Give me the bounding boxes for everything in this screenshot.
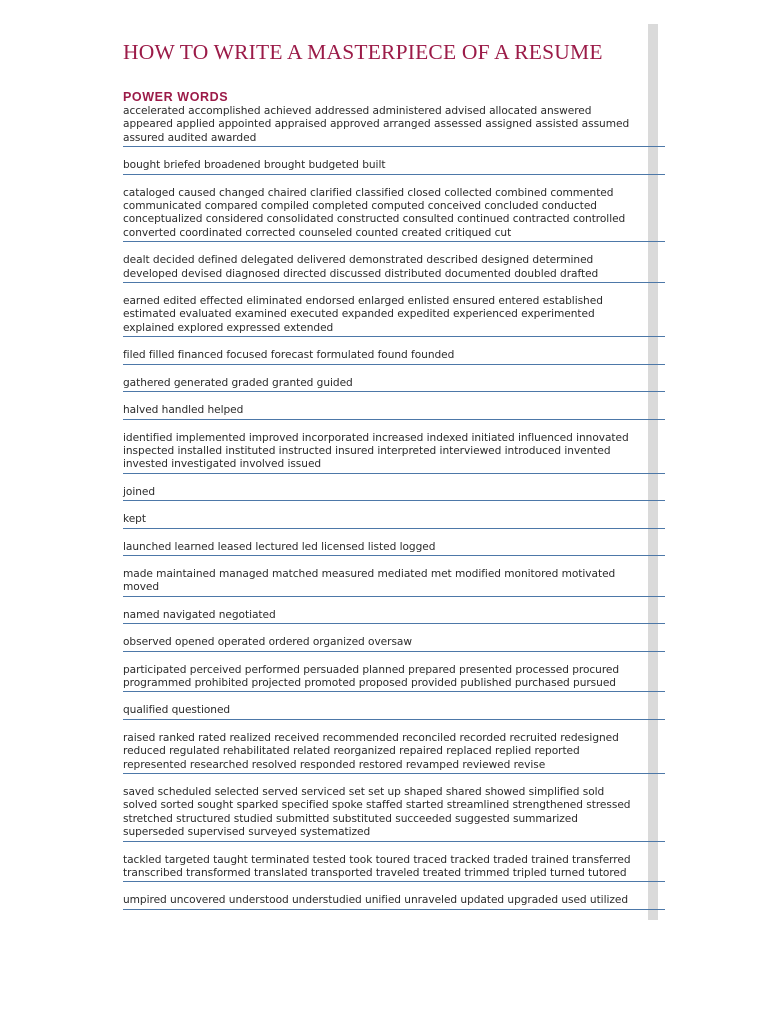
power-words-line: participated perceived performed persuaded planned prepared presented processed procured	[123, 663, 620, 676]
power-words-line: invested investigated involved issued	[123, 458, 322, 471]
power-words-line: assured audited awarded	[123, 131, 257, 144]
power-words-line: stretched structured studied submitted substituted succeeded suggested summarized	[123, 812, 578, 825]
power-words-group	[123, 377, 665, 392]
power-words-line: tackled targeted taught terminated tested took toured traced tracked traded trained transferred	[123, 853, 631, 866]
power-words-line: conceptualized considered consolidated constructed consulted continued contracted controlled	[123, 213, 626, 226]
power-words-line: represented researched resolved responded restored revamped reviewed revise	[123, 758, 546, 771]
power-words-group	[123, 609, 665, 624]
power-words-line: halved handled helped	[123, 404, 244, 417]
power-words-group	[123, 894, 665, 909]
power-words-line: transcribed transformed translated transported traveled treated trimmed tripled turned tutored	[123, 867, 627, 880]
power-words-group	[123, 105, 665, 147]
power-words-group	[123, 486, 665, 501]
power-words-line: moved	[123, 581, 160, 594]
power-words-line: reduced regulated rehabilitated related reorganized repaired replaced replied reported	[123, 745, 580, 758]
power-words-group	[123, 786, 665, 842]
power-words-line: explained explored expressed extended	[123, 321, 334, 334]
power-words-group	[123, 254, 665, 283]
power-words-line: launched learned leased lectured led licensed listed logged	[123, 540, 436, 553]
power-words-line: qualified questioned	[123, 704, 231, 717]
power-words-line: dealt decided defined delegated delivered demonstrated described designed determined	[123, 254, 594, 267]
power-words-line: joined	[123, 485, 156, 498]
power-words-group	[123, 732, 665, 774]
power-words-group	[123, 404, 665, 419]
power-words-line: kept	[123, 513, 146, 526]
power-words-line: bought briefed broadened brought budgeted built	[123, 159, 386, 172]
section-heading: POWER WORDS	[123, 90, 229, 104]
power-words-line: solved sorted sought sparked specified spoke staffed started streamlined strengthened stressed	[123, 799, 631, 812]
power-words-line: raised ranked rated realized received recommended reconciled recorded recruited redesigned	[123, 731, 619, 744]
power-words-group	[123, 541, 665, 556]
power-words-line: appeared applied appointed appraised approved arranged assessed assigned assisted assumed	[123, 118, 630, 131]
power-words-line: accelerated accomplished achieved addressed administered advised allocated answered	[123, 105, 592, 117]
power-words-line: communicated compared compiled completed computed conceived concluded conducted	[123, 200, 597, 213]
power-words-line: cataloged caused changed chaired clarified classified closed collected combined commented	[123, 186, 614, 199]
power-words-line: named navigated negotiated	[123, 608, 276, 621]
power-words-group	[123, 349, 665, 364]
power-words-line: filed filled financed focused forecast formulated found founded	[123, 349, 455, 362]
power-words-group	[123, 295, 665, 337]
page-title: HOW TO WRITE A MASTERPIECE OF A RESUME	[123, 40, 603, 64]
power-words-line: gathered generated graded granted guided	[123, 376, 353, 389]
power-words-line: earned edited effected eliminated endorsed enlarged enlisted ensured entered established	[123, 295, 603, 308]
power-words-group	[123, 636, 665, 651]
power-words-group	[123, 568, 665, 597]
power-words-group	[123, 664, 665, 693]
power-words-line: inspected installed instituted instructed insured interpreted interviewed introduced invented	[123, 444, 611, 457]
power-words-line: saved scheduled selected served serviced set set up shaped shared showed simplified sold	[123, 786, 605, 798]
power-words-line: umpired uncovered understood understudied unified unraveled updated upgraded used utilized	[123, 894, 629, 907]
power-words-group	[123, 432, 665, 474]
power-words-line: converted coordinated corrected counseled counted created critiqued cut	[123, 226, 512, 239]
power-words-line: developed devised diagnosed directed discussed distributed documented doubled drafted	[123, 267, 599, 280]
power-words-group	[123, 159, 665, 174]
power-words-list	[123, 105, 665, 922]
power-words-group	[123, 704, 665, 719]
power-words-group	[123, 187, 665, 243]
power-words-line: identified implemented improved incorporated increased indexed initiated influenced innovated	[123, 431, 629, 444]
power-words-line: estimated evaluated examined executed expanded expedited experienced experimented	[123, 308, 595, 321]
power-words-group	[123, 513, 665, 528]
power-words-line: programmed prohibited projected promoted proposed provided published purchased pursued	[123, 676, 616, 689]
power-words-line: superseded supervised surveyed systematized	[123, 826, 371, 839]
power-words-line: made maintained managed matched measured mediated met modified monitored motivated	[123, 567, 616, 580]
power-words-line: observed opened operated ordered organized oversaw	[123, 636, 412, 649]
power-words-group	[123, 854, 665, 883]
